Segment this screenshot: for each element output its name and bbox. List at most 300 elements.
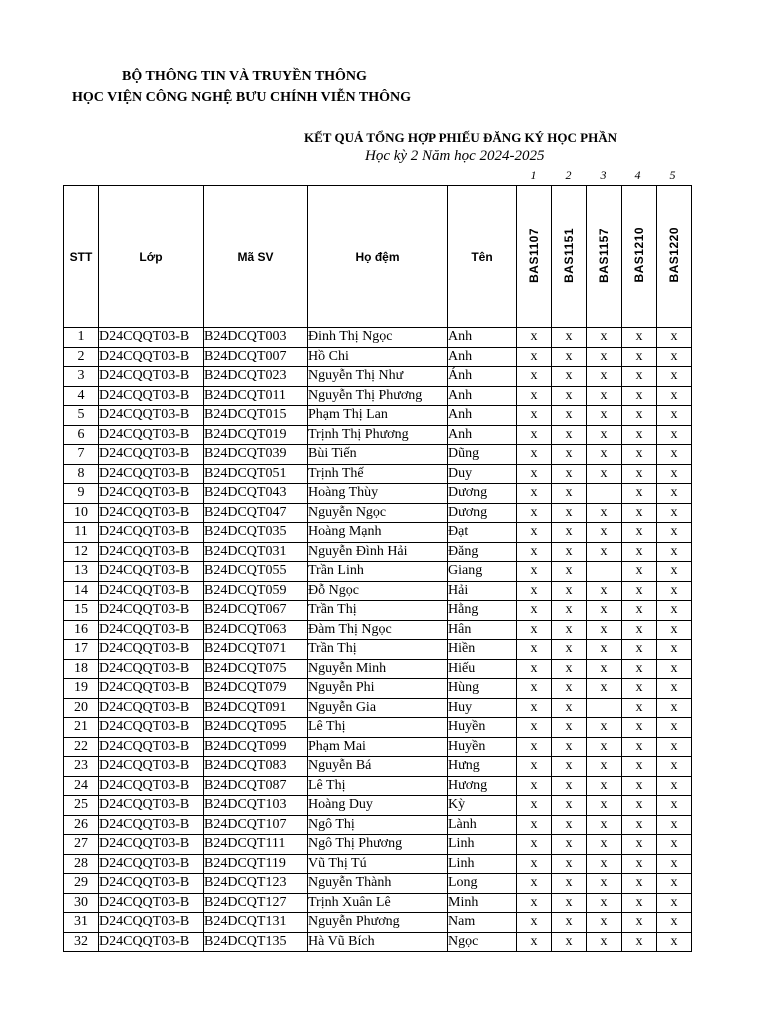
cell-course-mark: x: [517, 757, 552, 777]
table-row: [64, 542, 692, 562]
cell-course-mark: x: [552, 796, 587, 816]
header-student-id: Mã SV: [204, 186, 308, 328]
cell-student-id: B24DCQT135: [204, 932, 308, 952]
cell-class: D24CQQT03-B: [99, 367, 204, 387]
cell-course-mark: x: [587, 874, 622, 894]
header-class: Lớp: [99, 186, 204, 328]
cell-course-mark: x: [657, 328, 692, 348]
cell-course-mark: x: [657, 835, 692, 855]
cell-course-mark: x: [657, 640, 692, 660]
cell-course-mark: x: [622, 523, 657, 543]
cell-course-mark: x: [587, 737, 622, 757]
cell-first-name: Long: [448, 874, 517, 894]
course-code: BAS1107: [527, 227, 541, 283]
cell-class: D24CQQT03-B: [99, 503, 204, 523]
document-title: KẾT QUẢ TỔNG HỢP PHIẾU ĐĂNG KÝ HỌC PHẦN: [304, 130, 617, 145]
cell-first-name: Đạt: [448, 523, 517, 543]
cell-stt: 4: [64, 386, 99, 406]
table-row: [64, 932, 692, 952]
cell-course-mark: x: [622, 601, 657, 621]
cell-stt: 28: [64, 854, 99, 874]
cell-course-mark: x: [552, 835, 587, 855]
cell-first-name: Minh: [448, 893, 517, 913]
cell-course-mark: x: [657, 601, 692, 621]
cell-course-mark: x: [552, 542, 587, 562]
cell-course-mark: x: [657, 523, 692, 543]
cell-stt: 27: [64, 835, 99, 855]
cell-first-name: Nam: [448, 913, 517, 933]
cell-student-id: B24DCQT003: [204, 328, 308, 348]
cell-stt: 14: [64, 581, 99, 601]
cell-stt: 6: [64, 425, 99, 445]
course-code: BAS1151: [562, 227, 576, 283]
table-row: [64, 815, 692, 835]
cell-course-mark: x: [657, 620, 692, 640]
table-row: [64, 679, 692, 699]
table-row: [64, 757, 692, 777]
institute-name: HỌC VIỆN CÔNG NGHỆ BƯU CHÍNH VIỄN THÔNG: [72, 90, 412, 105]
cell-course-mark: x: [657, 796, 692, 816]
cell-course-mark: x: [517, 581, 552, 601]
cell-class: D24CQQT03-B: [99, 659, 204, 679]
cell-course-mark: x: [587, 328, 622, 348]
cell-first-name: Anh: [448, 328, 517, 348]
cell-stt: 2: [64, 347, 99, 367]
cell-course-mark: x: [587, 367, 622, 387]
cell-student-id: B24DCQT123: [204, 874, 308, 894]
table-row: [64, 620, 692, 640]
table-row: [64, 913, 692, 933]
table-row: [64, 698, 692, 718]
table-row: [64, 464, 692, 484]
cell-course-mark: x: [552, 854, 587, 874]
cell-course-mark: x: [552, 601, 587, 621]
table-row: [64, 640, 692, 660]
cell-course-mark: x: [657, 445, 692, 465]
cell-course-mark: x: [587, 406, 622, 426]
cell-course-mark: x: [517, 913, 552, 933]
cell-class: D24CQQT03-B: [99, 854, 204, 874]
cell-course-mark: x: [552, 620, 587, 640]
cell-class: D24CQQT03-B: [99, 718, 204, 738]
cell-course-mark: x: [552, 659, 587, 679]
cell-class: D24CQQT03-B: [99, 484, 204, 504]
cell-course-mark: x: [622, 893, 657, 913]
cell-course-mark: x: [657, 503, 692, 523]
table-row: [64, 562, 692, 582]
cell-stt: 23: [64, 757, 99, 777]
course-code: BAS1210: [632, 227, 646, 283]
table-row: [64, 425, 692, 445]
cell-course-mark: x: [552, 367, 587, 387]
table-row: [64, 893, 692, 913]
cell-course-mark: x: [622, 854, 657, 874]
registration-table: [63, 185, 692, 952]
cell-course-mark: x: [657, 347, 692, 367]
cell-class: D24CQQT03-B: [99, 796, 204, 816]
cell-course-mark: x: [622, 737, 657, 757]
cell-course-mark: x: [622, 913, 657, 933]
cell-student-id: B24DCQT119: [204, 854, 308, 874]
cell-first-name: Linh: [448, 854, 517, 874]
cell-student-id: B24DCQT047: [204, 503, 308, 523]
cell-stt: 24: [64, 776, 99, 796]
cell-middle-name: Lê Thị: [308, 776, 448, 796]
document-subtitle: Học kỳ 2 Năm học 2024-2025: [365, 148, 545, 164]
course-code: BAS1220: [667, 227, 681, 283]
table-header: [64, 186, 692, 328]
cell-course-mark: x: [587, 718, 622, 738]
cell-student-id: B24DCQT087: [204, 776, 308, 796]
cell-stt: 11: [64, 523, 99, 543]
cell-course-mark: x: [657, 542, 692, 562]
cell-course-mark: x: [517, 776, 552, 796]
cell-first-name: Dũng: [448, 445, 517, 465]
cell-first-name: Hùng: [448, 679, 517, 699]
cell-class: D24CQQT03-B: [99, 835, 204, 855]
cell-class: D24CQQT03-B: [99, 464, 204, 484]
course-number: 4: [634, 168, 641, 182]
cell-middle-name: Phạm Thị Lan: [308, 406, 448, 426]
cell-course-mark: x: [552, 581, 587, 601]
cell-course-mark: x: [657, 581, 692, 601]
cell-class: D24CQQT03-B: [99, 679, 204, 699]
cell-course-mark: x: [657, 679, 692, 699]
cell-course-mark: x: [657, 464, 692, 484]
cell-student-id: B24DCQT071: [204, 640, 308, 660]
cell-middle-name: Phạm Mai: [308, 737, 448, 757]
cell-class: D24CQQT03-B: [99, 445, 204, 465]
cell-course-mark: x: [552, 698, 587, 718]
cell-course-mark: x: [587, 757, 622, 777]
cell-course-mark: x: [517, 620, 552, 640]
cell-course-mark: x: [657, 367, 692, 387]
cell-course-mark: x: [657, 386, 692, 406]
cell-student-id: B24DCQT091: [204, 698, 308, 718]
cell-middle-name: Hoàng Duy: [308, 796, 448, 816]
cell-stt: 3: [64, 367, 99, 387]
cell-middle-name: Trần Linh: [308, 562, 448, 582]
cell-first-name: Anh: [448, 386, 517, 406]
course-number: 3: [600, 168, 607, 182]
cell-course-mark: x: [657, 893, 692, 913]
cell-class: D24CQQT03-B: [99, 601, 204, 621]
cell-course-mark: x: [517, 718, 552, 738]
cell-stt: 5: [64, 406, 99, 426]
cell-course-mark: x: [517, 445, 552, 465]
cell-course-mark: x: [517, 601, 552, 621]
cell-stt: 29: [64, 874, 99, 894]
cell-first-name: Anh: [448, 406, 517, 426]
cell-student-id: B24DCQT039: [204, 445, 308, 465]
header-course: [517, 186, 552, 328]
cell-class: D24CQQT03-B: [99, 386, 204, 406]
cell-class: D24CQQT03-B: [99, 347, 204, 367]
cell-course-mark: x: [517, 425, 552, 445]
cell-stt: 18: [64, 659, 99, 679]
course-code: BAS1157: [597, 227, 611, 283]
cell-middle-name: Đàm Thị Ngọc: [308, 620, 448, 640]
cell-first-name: Anh: [448, 425, 517, 445]
cell-course-mark: x: [587, 776, 622, 796]
cell-course-mark: x: [622, 718, 657, 738]
cell-stt: 10: [64, 503, 99, 523]
cell-class: D24CQQT03-B: [99, 406, 204, 426]
cell-middle-name: Trịnh Thế: [308, 464, 448, 484]
ministry-name: BỘ THÔNG TIN VÀ TRUYỀN THÔNG: [122, 69, 367, 84]
cell-stt: 15: [64, 601, 99, 621]
cell-student-id: B24DCQT103: [204, 796, 308, 816]
cell-course-mark: x: [552, 484, 587, 504]
cell-stt: 31: [64, 913, 99, 933]
cell-student-id: B24DCQT111: [204, 835, 308, 855]
cell-course-mark: x: [622, 562, 657, 582]
cell-course-mark: x: [552, 913, 587, 933]
cell-course-mark: x: [587, 640, 622, 660]
cell-middle-name: Bùi Tiến: [308, 445, 448, 465]
cell-course-mark: x: [517, 835, 552, 855]
cell-course-mark: x: [587, 796, 622, 816]
cell-middle-name: Hoàng Thùy: [308, 484, 448, 504]
cell-course-mark: x: [587, 601, 622, 621]
cell-class: D24CQQT03-B: [99, 425, 204, 445]
cell-course-mark: x: [657, 484, 692, 504]
cell-middle-name: Trần Thị: [308, 601, 448, 621]
cell-class: D24CQQT03-B: [99, 698, 204, 718]
cell-course-mark: x: [657, 776, 692, 796]
cell-course-mark: x: [622, 406, 657, 426]
table-row: [64, 328, 692, 348]
cell-course-mark: x: [657, 659, 692, 679]
cell-student-id: B24DCQT083: [204, 757, 308, 777]
cell-stt: 8: [64, 464, 99, 484]
table-row: [64, 718, 692, 738]
cell-stt: 30: [64, 893, 99, 913]
cell-course-mark: x: [622, 581, 657, 601]
cell-course-mark: x: [657, 406, 692, 426]
cell-student-id: B24DCQT031: [204, 542, 308, 562]
table-row: [64, 874, 692, 894]
cell-course-mark: x: [622, 776, 657, 796]
cell-first-name: Hân: [448, 620, 517, 640]
cell-class: D24CQQT03-B: [99, 328, 204, 348]
cell-course-mark: x: [517, 523, 552, 543]
cell-middle-name: Nguyễn Phương: [308, 913, 448, 933]
cell-middle-name: Đinh Thị Ngọc: [308, 328, 448, 348]
cell-course-mark: x: [587, 581, 622, 601]
cell-first-name: Ánh: [448, 367, 517, 387]
cell-course-mark: x: [657, 854, 692, 874]
cell-course-mark: [587, 698, 622, 718]
cell-first-name: Hiếu: [448, 659, 517, 679]
cell-course-mark: x: [517, 484, 552, 504]
cell-student-id: B24DCQT059: [204, 581, 308, 601]
cell-course-mark: x: [622, 640, 657, 660]
cell-student-id: B24DCQT011: [204, 386, 308, 406]
cell-course-mark: x: [552, 776, 587, 796]
course-number: 2: [565, 168, 572, 182]
cell-course-mark: x: [587, 893, 622, 913]
cell-stt: 7: [64, 445, 99, 465]
cell-course-mark: x: [517, 406, 552, 426]
cell-class: D24CQQT03-B: [99, 757, 204, 777]
cell-stt: 26: [64, 815, 99, 835]
cell-class: D24CQQT03-B: [99, 776, 204, 796]
cell-course-mark: x: [587, 854, 622, 874]
cell-student-id: B24DCQT131: [204, 913, 308, 933]
cell-course-mark: x: [587, 347, 622, 367]
cell-course-mark: x: [622, 367, 657, 387]
cell-course-mark: x: [587, 679, 622, 699]
cell-course-mark: x: [517, 640, 552, 660]
header-course: [657, 186, 692, 328]
cell-course-mark: x: [552, 503, 587, 523]
table-row: [64, 601, 692, 621]
cell-course-mark: x: [622, 328, 657, 348]
cell-class: D24CQQT03-B: [99, 640, 204, 660]
table-row: [64, 659, 692, 679]
cell-course-mark: x: [622, 757, 657, 777]
header-course: [587, 186, 622, 328]
cell-course-mark: [587, 562, 622, 582]
cell-class: D24CQQT03-B: [99, 737, 204, 757]
cell-course-mark: x: [552, 815, 587, 835]
cell-stt: 13: [64, 562, 99, 582]
cell-middle-name: Nguyễn Thị Như: [308, 367, 448, 387]
cell-class: D24CQQT03-B: [99, 913, 204, 933]
cell-middle-name: Trịnh Xuân Lê: [308, 893, 448, 913]
course-number-row: [0, 168, 768, 184]
cell-course-mark: x: [622, 620, 657, 640]
cell-course-mark: x: [552, 406, 587, 426]
cell-course-mark: x: [587, 913, 622, 933]
cell-middle-name: Nguyễn Minh: [308, 659, 448, 679]
cell-middle-name: Hoàng Mạnh: [308, 523, 448, 543]
cell-middle-name: Trịnh Thị Phương: [308, 425, 448, 445]
cell-student-id: B24DCQT127: [204, 893, 308, 913]
cell-first-name: Huy: [448, 698, 517, 718]
cell-course-mark: x: [587, 815, 622, 835]
course-number: 5: [669, 168, 676, 182]
cell-course-mark: x: [517, 542, 552, 562]
cell-course-mark: x: [517, 932, 552, 952]
cell-course-mark: x: [622, 503, 657, 523]
cell-course-mark: x: [622, 874, 657, 894]
table-row: [64, 406, 692, 426]
cell-course-mark: x: [657, 757, 692, 777]
cell-student-id: B24DCQT007: [204, 347, 308, 367]
cell-course-mark: x: [552, 932, 587, 952]
cell-student-id: B24DCQT043: [204, 484, 308, 504]
cell-student-id: B24DCQT099: [204, 737, 308, 757]
cell-course-mark: x: [517, 386, 552, 406]
cell-stt: 25: [64, 796, 99, 816]
cell-course-mark: x: [657, 698, 692, 718]
cell-class: D24CQQT03-B: [99, 815, 204, 835]
cell-class: D24CQQT03-B: [99, 523, 204, 543]
table-body: [64, 328, 692, 952]
cell-first-name: Huyền: [448, 718, 517, 738]
cell-course-mark: x: [657, 932, 692, 952]
cell-first-name: Dương: [448, 484, 517, 504]
cell-course-mark: x: [587, 386, 622, 406]
cell-course-mark: x: [622, 425, 657, 445]
cell-student-id: B24DCQT107: [204, 815, 308, 835]
cell-student-id: B24DCQT067: [204, 601, 308, 621]
cell-middle-name: Hà Vũ Bích: [308, 932, 448, 952]
cell-stt: 19: [64, 679, 99, 699]
cell-class: D24CQQT03-B: [99, 562, 204, 582]
cell-course-mark: x: [552, 425, 587, 445]
table-row: [64, 347, 692, 367]
cell-student-id: B24DCQT055: [204, 562, 308, 582]
cell-middle-name: Ngô Thị: [308, 815, 448, 835]
cell-first-name: Dương: [448, 503, 517, 523]
cell-course-mark: x: [517, 854, 552, 874]
cell-course-mark: x: [517, 659, 552, 679]
cell-class: D24CQQT03-B: [99, 542, 204, 562]
cell-middle-name: Hồ Chi: [308, 347, 448, 367]
cell-course-mark: x: [622, 679, 657, 699]
cell-course-mark: x: [587, 425, 622, 445]
cell-stt: 16: [64, 620, 99, 640]
cell-course-mark: x: [587, 464, 622, 484]
cell-first-name: Hương: [448, 776, 517, 796]
cell-course-mark: x: [517, 737, 552, 757]
cell-course-mark: x: [552, 464, 587, 484]
header-course: [552, 186, 587, 328]
cell-first-name: Linh: [448, 835, 517, 855]
table-row: [64, 776, 692, 796]
cell-first-name: Hằng: [448, 601, 517, 621]
cell-stt: 1: [64, 328, 99, 348]
cell-course-mark: x: [587, 659, 622, 679]
cell-middle-name: Nguyễn Phi: [308, 679, 448, 699]
cell-course-mark: x: [517, 815, 552, 835]
header-course: [622, 186, 657, 328]
cell-stt: 9: [64, 484, 99, 504]
cell-first-name: Kỳ: [448, 796, 517, 816]
cell-middle-name: Nguyễn Đình Hải: [308, 542, 448, 562]
cell-course-mark: x: [622, 347, 657, 367]
header-first-name: Tên: [448, 186, 517, 328]
cell-course-mark: x: [552, 757, 587, 777]
cell-course-mark: x: [517, 328, 552, 348]
cell-course-mark: x: [622, 445, 657, 465]
cell-course-mark: x: [552, 640, 587, 660]
cell-course-mark: x: [552, 718, 587, 738]
table-row: [64, 854, 692, 874]
cell-course-mark: x: [622, 796, 657, 816]
cell-class: D24CQQT03-B: [99, 874, 204, 894]
cell-course-mark: x: [622, 542, 657, 562]
cell-middle-name: Nguyễn Thành: [308, 874, 448, 894]
cell-stt: 12: [64, 542, 99, 562]
cell-first-name: Hải: [448, 581, 517, 601]
cell-course-mark: x: [657, 425, 692, 445]
cell-student-id: B24DCQT095: [204, 718, 308, 738]
header-middle-name: Họ đệm: [308, 186, 448, 328]
header-stt: STT: [64, 186, 99, 328]
table-row: [64, 445, 692, 465]
cell-stt: 20: [64, 698, 99, 718]
cell-course-mark: x: [552, 328, 587, 348]
cell-student-id: B24DCQT015: [204, 406, 308, 426]
cell-middle-name: Nguyễn Thị Phương: [308, 386, 448, 406]
cell-student-id: B24DCQT019: [204, 425, 308, 445]
cell-course-mark: x: [552, 445, 587, 465]
cell-course-mark: x: [657, 562, 692, 582]
